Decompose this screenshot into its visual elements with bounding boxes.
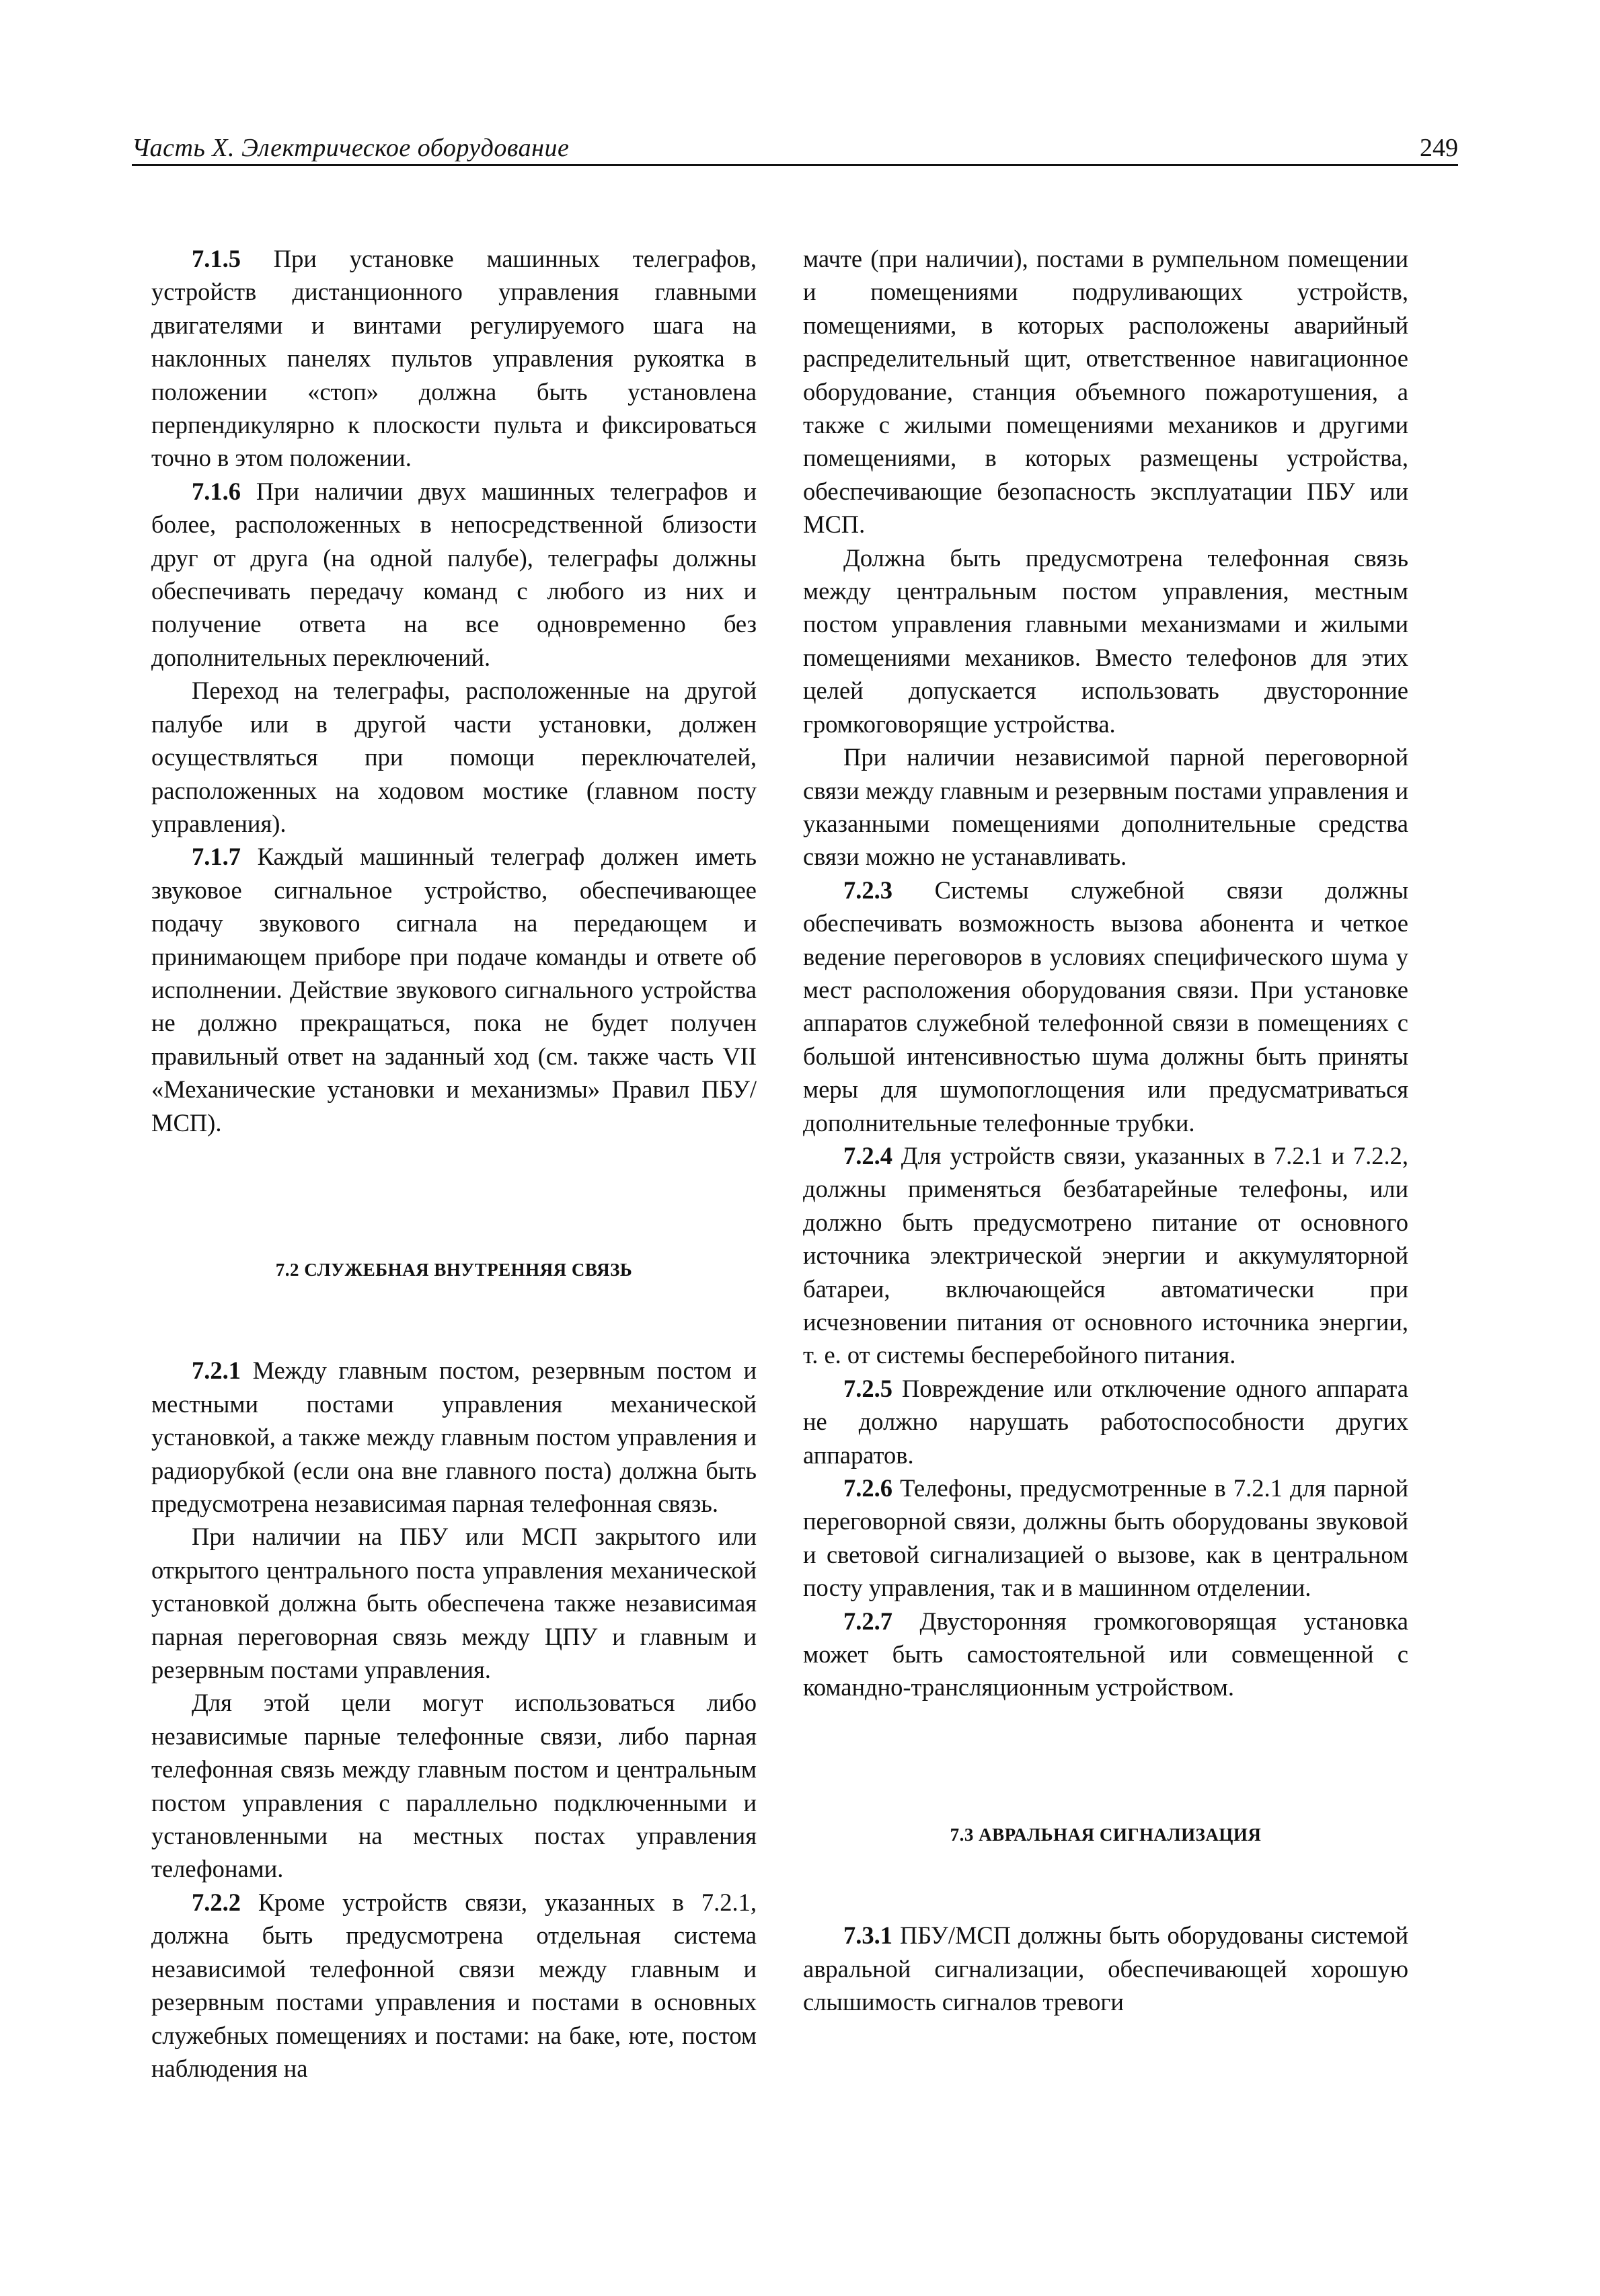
paragraph-7-3-1 <box>803 1919 1408 2018</box>
paragraph-7-1-7 <box>151 840 757 1139</box>
clause-number: 7.1.5 <box>192 245 241 272</box>
paragraph-7-2-1-c: Для этой цели могут использоваться либо независимые парные телефонные связи, либо парная телефонная связь между главным постом и центральным постом управления с параллельно подключенными и установленными на местных постах управления телефонами. <box>151 1689 757 1883</box>
clause-number: 7.2.6 <box>843 1474 892 1502</box>
paragraph-7-2-2-b: Должна быть предусмотрена телефонная связь между центральным постом управления, местным постом управления главными механизмами и жилыми помещениями механиков. Вместо телефонов для этих целей допускается использовать двусторонние громкоговорящие устройства. <box>803 543 1408 738</box>
paragraph-7-2-6 <box>803 1471 1408 1605</box>
paragraph-7-2-1 <box>151 1354 757 1520</box>
clause-number: 7.1.6 <box>192 477 241 505</box>
paragraph-7-2-7 <box>803 1605 1408 1704</box>
paragraph-7-1-6-b: Переход на телеграфы, расположенные на другой палубе или в другой части установки, должен осуществляться при помощи переключателей, расположенных на ходовом мостике (главном посту управления). <box>151 677 757 837</box>
paragraph-7-2-3 <box>803 874 1408 1139</box>
clause-number: 7.2.1 <box>192 1356 241 1385</box>
clause-number: 7.2.5 <box>843 1374 892 1402</box>
paragraph-7-2-2 <box>151 1886 757 2085</box>
paragraph-7-2-1-b: При наличии на ПБУ или МСП закрытого или открытого центрального поста управления механической установкой должна быть обеспечена также независимая парная переговорная связь между ЦПУ и главным и резервным постами управления. <box>151 1523 757 1684</box>
paragraph-text: При наличии двух машинных телеграфов и более, расположенных в непосредственной близости друг от друга (на одной палубе), телеграфы должны обеспечивать передачу команд с любого из них и получение ответа на все одновременно без дополнительных переключений. <box>151 477 757 671</box>
clause-number: 7.2.4 <box>843 1141 892 1170</box>
paragraph-text: Повреждение или отключение одного аппарата не должно нарушать работоспособности других аппаратов. <box>803 1374 1408 1469</box>
running-header <box>132 132 1458 166</box>
paragraph-text: ПБУ/МСП должны быть оборудованы системой авральной сигнализации, обеспечивающей хорошую слышимость сигналов тревоги <box>803 1921 1408 2016</box>
page-number: 249 <box>1420 134 1458 162</box>
section-title-7-2: 7.2 СЛУЖЕБНАЯ ВНУТРЕННЯЯ СВЯЗЬ <box>275 1259 633 1280</box>
paragraph-7-2-2-c: При наличии независимой парной переговорной связи между главным и резервным постами управления и указанными помещениями дополнительные средства связи можно не устанавливать. <box>803 743 1408 871</box>
paragraph-7-2-5 <box>803 1372 1408 1471</box>
paragraph-text: При установке машинных телеграфов, устройств дистанционного управления главными двигателями и винтами регулируемого шага на наклонных панелях пультов управления рукоятка в положении «стоп» должна быть установлена перпендикулярно к плоскости пульта и фиксироваться точно в этом положении. <box>151 245 757 472</box>
paragraph-text: Каждый машинный телеграф должен иметь звуковое сигнальное устройство, обеспечивающее подачу звукового сигнала на передающем и принимающем приборе при подаче команды и ответе об исполнении. Действие звукового сигнального устройства не должно прекращаться, пока не будет получен правильный ответ на заданный ход (см. также часть VII «Механические установки и механизмы» Правил ПБУ/МСП). <box>151 843 757 1137</box>
paragraph-text: Системы служебной связи должны обеспечивать возможность вызова абонента и четкое ведение переговоров в условиях специфического шума у мест расположения оборудования связи. При установке аппаратов служебной телефонной связи в помещениях с большой интенсивностью шума должны быть приняты меры для шумопоглощения или предусматриваться дополнительные телефонные трубки. <box>803 876 1408 1137</box>
clause-number: 7.2.2 <box>192 1888 241 1916</box>
header-title: Часть X. Электрическое оборудование <box>132 134 570 162</box>
paragraph-7-2-4 <box>803 1139 1408 1372</box>
clause-number: 7.3.1 <box>843 1921 892 1950</box>
clause-number: 7.2.7 <box>843 1607 892 1635</box>
right-column <box>803 242 1408 2019</box>
paragraph-text: Для устройств связи, указанных в 7.2.1 и 7.2.2, должны применяться безбатарейные телефоны, или должно быть предусмотрено питание от основного источника электрической энергии и аккумуляторной батареи, включающейся автоматически при исчезновении питания от основного источника энергии, т. е. от системы бесперебойного питания. <box>803 1141 1408 1369</box>
left-column <box>151 242 757 2085</box>
paragraph-text: Двусторонняя громкоговорящая установка может быть самостоятельной или совмещенной с командно-трансляционным устройством. <box>803 1607 1408 1701</box>
clause-number: 7.2.3 <box>843 876 892 904</box>
paragraph-text: Кроме устройств связи, указанных в 7.2.1, должна быть предусмотрена отдельная система независимой телефонной связи между главным и резервным постами управления и постами в основных служебных помещениях и постами: на баке, юте, постом наблюдения на <box>151 1888 757 2082</box>
paragraph-text: Телефоны, предусмотренные в 7.2.1 для парной переговорной связи, должны быть оборудованы звуковой и световой сигнализацией о вызове, как в центральном посту управления, так и в машинном отделении. <box>803 1474 1408 1602</box>
paragraph-7-2-2-continued: мачте (при наличии), постами в румпельном помещении и помещениями подруливающих устройств, помещениями, в которых расположены аварийный распределительный щит, ответственное навигационное оборудование, станция объемного пожаротушения, а также с жилыми помещениями механиков и другими помещениями, в которых размещены устройства, обеспечивающие безопасность эксплуатации ПБУ или МСП. <box>803 245 1408 539</box>
paragraph-7-1-6 <box>151 475 757 674</box>
paragraph-7-1-5 <box>151 242 757 475</box>
paragraph-text: Между главным постом, резервным постом и местными постами управления механической установкой, а также между главным постом управления и радиорубкой (если она вне главного поста) должна быть предусмотрена независимая парная телефонная связь. <box>151 1356 757 1517</box>
clause-number: 7.1.7 <box>192 843 241 871</box>
section-title-7-3: 7.3 АВРАЛЬНАЯ СИГНАЛИЗАЦИЯ <box>950 1824 1262 1845</box>
